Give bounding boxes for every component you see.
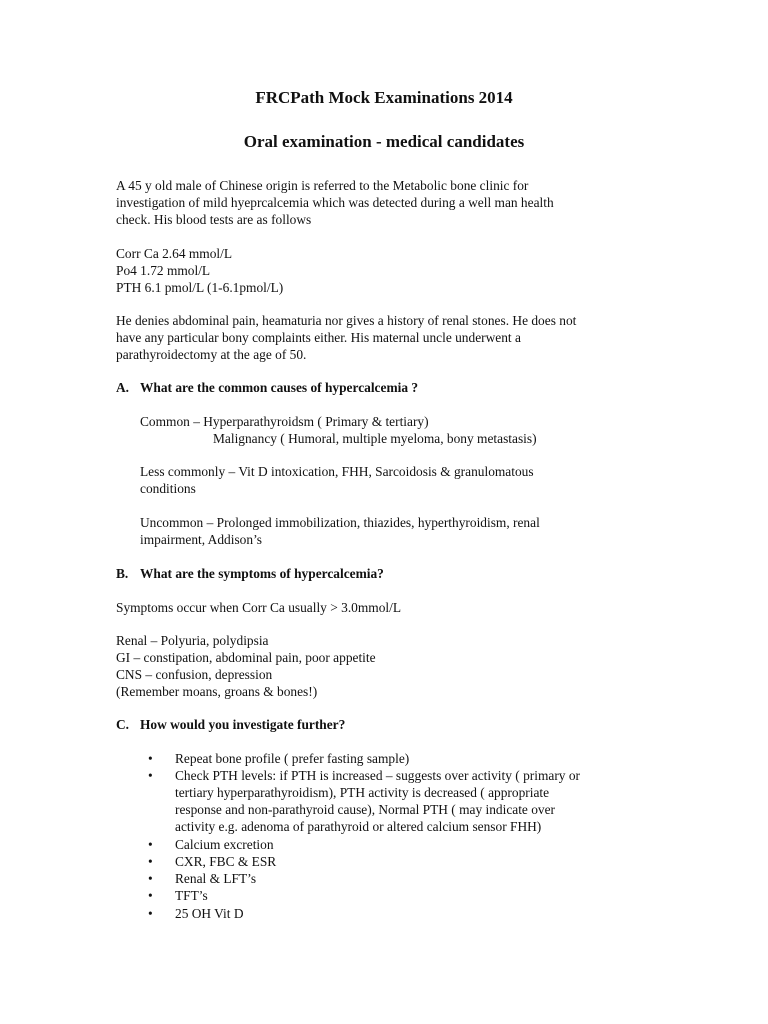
list-item-text: 25 OH Vit D <box>175 906 244 921</box>
symptom-line: Renal – Polyuria, polydipsia <box>116 633 269 648</box>
question-b <box>116 565 384 582</box>
cause-common: Common – Hyperparathyroidsm ( Primary & tertiary) <box>140 414 429 429</box>
bullet-icon: • <box>148 768 153 783</box>
bullet-icon: • <box>148 854 153 869</box>
question-text: What are the common causes of hypercalcemia ? <box>140 380 419 395</box>
symptom-threshold: Symptoms occur when Corr Ca usually > 3.0mmol/L <box>116 600 402 615</box>
question-label: A. <box>116 380 130 395</box>
history-line: parathyroidectomy at the age of 50. <box>116 347 307 362</box>
list-item-text-cont: tertiary hyperparathyroidism), PTH activity is decreased ( appropriate <box>175 785 550 800</box>
bullet-icon: • <box>148 906 153 921</box>
cause-uncommon: Uncommon – Prolonged immobilization, thiazides, hyperthyroidism, renal <box>140 515 540 530</box>
question-label: B. <box>116 566 129 581</box>
list-item-text: Repeat bone profile ( prefer fasting sample) <box>175 751 410 766</box>
list-item-text: TFT’s <box>175 888 208 903</box>
question-a <box>116 379 418 396</box>
bullet-icon: • <box>148 837 153 852</box>
question-label: C. <box>116 717 130 732</box>
intro-line: investigation of mild hyeprcalcemia which was detected during a well man health <box>116 195 554 210</box>
intro-line: A 45 y old male of Chinese origin is referred to the Metabolic bone clinic for <box>116 178 529 193</box>
bullet-icon: • <box>148 888 153 903</box>
list-item-text-cont: activity e.g. adenoma of parathyroid or altered calcium sensor FHH) <box>175 819 542 834</box>
list-item-text: Renal & LFT’s <box>175 871 257 886</box>
cause-common-cont: Malignancy ( Humoral, multiple myeloma, bony metastasis) <box>213 431 537 446</box>
symptom-mnemonic: (Remember moans, groans & bones!) <box>116 684 318 699</box>
history-line: He denies abdominal pain, heamaturia nor gives a history of renal stones. He does not <box>116 313 577 328</box>
lab-value: Corr Ca 2.64 mmol/L <box>116 246 233 261</box>
list-item-text: CXR, FBC & ESR <box>175 854 277 869</box>
cause-uncommon-cont: impairment, Addison’s <box>140 532 262 547</box>
document-title: FRCPath Mock Examinations 2014 <box>255 88 513 107</box>
list-item-text: Check PTH levels: if PTH is increased – suggests over activity ( primary or <box>175 768 580 783</box>
bullet-icon: • <box>148 871 153 886</box>
question-c <box>116 716 345 733</box>
symptom-line: CNS – confusion, depression <box>116 667 273 682</box>
cause-less-common-cont: conditions <box>140 481 196 496</box>
intro-line: check. His blood tests are as follows <box>116 212 312 227</box>
symptom-line: GI – constipation, abdominal pain, poor appetite <box>116 650 376 665</box>
lab-value: PTH 6.1 pmol/L (1-6.1pmol/L) <box>116 280 284 295</box>
document-subtitle: Oral examination - medical candidates <box>243 132 525 151</box>
question-text: How would you investigate further? <box>140 717 346 732</box>
question-text: What are the symptoms of hypercalcemia? <box>140 566 384 581</box>
cause-less-common: Less commonly – Vit D intoxication, FHH, Sarcoidosis & granulomatous <box>140 464 534 479</box>
list-item-text-cont: response and non-parathyroid cause), Normal PTH ( may indicate over <box>175 802 556 817</box>
lab-value: Po4 1.72 mmol/L <box>116 263 211 278</box>
bullet-icon: • <box>148 751 153 766</box>
history-line: have any particular bony complaints either. His maternal uncle underwent a <box>116 330 521 345</box>
list-item-text: Calcium excretion <box>175 837 274 852</box>
